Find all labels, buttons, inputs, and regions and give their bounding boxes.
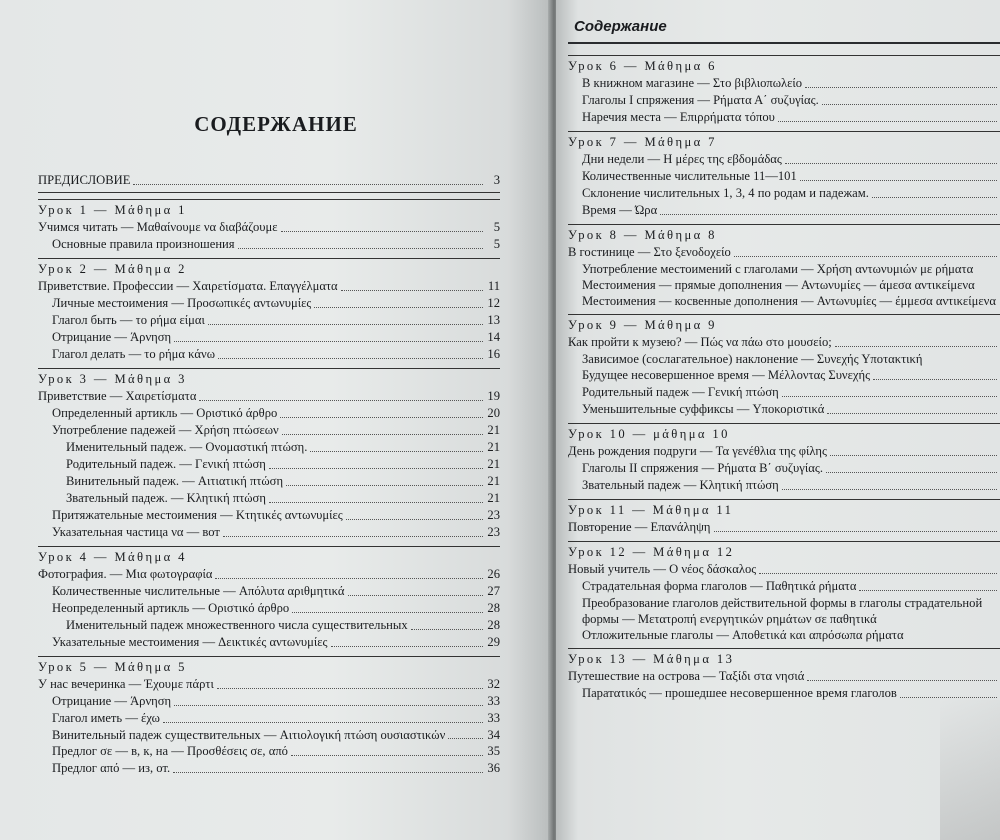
toc-entry[interactable] [568, 561, 1000, 578]
toc-entry[interactable] [568, 578, 1000, 595]
leader-dots [282, 434, 483, 435]
toc-lesson-heading: Урок 6 — Μάθημα 6 [568, 59, 717, 73]
toc-page-number: 21 [487, 457, 500, 471]
toc-entry-line [582, 627, 1000, 643]
toc-page-number: 19 [487, 389, 500, 403]
toc-entry[interactable] [568, 202, 1000, 219]
toc-entry-text: Новый учитель — Ο νέος δάσκαλος [568, 562, 757, 576]
toc-entry-text: Именительный падеж. — Ονομαστική πτώση. [66, 440, 308, 454]
leader-dots [280, 417, 483, 418]
toc-lesson-block [38, 656, 500, 777]
toc-entry[interactable] [38, 295, 500, 312]
toc-entry-text: Наречия места — Επιρρήματα τόπου [582, 110, 775, 124]
toc-entry-text: Личные местоимения — Προσωπικές αντωνυμίες [52, 296, 312, 310]
toc-lesson-heading: Урок 9 — Μάθημα 9 [568, 318, 717, 332]
toc-page-number: 36 [487, 761, 500, 775]
toc-entry[interactable] [38, 760, 500, 777]
leader-dots [826, 472, 997, 473]
toc-entry-text: Местоимения — косвенные дополнения — Αντωνυμίες — έμμεσα αντικείμενα [582, 294, 996, 308]
leader-dots [785, 163, 997, 164]
toc-entry-line [582, 277, 1000, 293]
leader-dots [215, 578, 483, 579]
toc-page-number: 13 [487, 313, 500, 327]
toc-lesson-block [568, 499, 1000, 536]
toc-lesson-block [38, 368, 500, 541]
leader-dots [286, 485, 483, 486]
toc-entry-text: Именительный падеж множественного числа существительных [66, 618, 408, 632]
toc-entry-text: Фотография. — Μια φωτογραφία [38, 567, 213, 581]
leader-dots [778, 121, 997, 122]
toc-entry-text: Глаголы II спряжения — Ρήματα Β΄ συζυγίας. [582, 461, 823, 475]
toc-lesson-block [568, 541, 1000, 643]
toc-entry-text: Глагол быть — το ρήμα είμαι [52, 313, 205, 327]
page-shadow [940, 700, 1000, 840]
leader-dots [859, 590, 997, 591]
toc-lesson-heading: Урок 13 — Μάθημα 13 [568, 652, 735, 666]
toc-entry-line [582, 261, 1000, 277]
toc-entry-text: Звательный падеж — Κλητική πτώση [582, 478, 779, 492]
toc-lesson-heading: Урок 5 — Μάθημα 5 [38, 660, 187, 674]
running-head: Содержание [574, 18, 667, 35]
toc-page-number: 29 [487, 635, 500, 649]
toc-entry[interactable] [568, 627, 1000, 643]
toc-entry-text: Учимся читать — Μαθαίνουμε να διαβάζουμε [38, 220, 278, 234]
leader-dots [292, 612, 483, 613]
toc-page-number: 20 [487, 406, 500, 420]
toc-entry[interactable] [568, 151, 1000, 168]
toc-entry-text: Винительный падеж. — Αιτιατική πτώση [66, 474, 284, 488]
toc-entry-text: Отрицание — Άρνηση [52, 694, 172, 708]
toc-lesson-heading: Урок 3 — Μάθημα 3 [38, 372, 187, 386]
leader-dots [734, 256, 997, 257]
leader-dots [173, 772, 483, 773]
toc-page-number: 23 [487, 508, 500, 522]
toc-entry[interactable] [38, 693, 500, 710]
toc-entry-text: Отрицание — Άρνηση [52, 330, 172, 344]
toc-entry[interactable] [568, 443, 1000, 460]
leader-dots [346, 519, 483, 520]
toc-entry[interactable] [38, 388, 500, 405]
toc-entry[interactable] [568, 92, 1000, 109]
toc-page-number: 21 [487, 440, 500, 454]
toc-entry[interactable] [568, 109, 1000, 126]
toc-entry-line [582, 595, 1000, 627]
toc-page-number: 11 [487, 279, 500, 293]
toc-page-number: 5 [493, 220, 500, 234]
leader-dots [660, 214, 997, 215]
toc-lesson-block [568, 648, 1000, 702]
leader-dots [218, 358, 483, 359]
toc-entry-text: Как пройти к музею? — Πώς να πάω στο μουσείο; [568, 335, 832, 349]
leader-dots [782, 396, 997, 397]
toc-entry[interactable] [38, 346, 500, 363]
toc-entry-text: Склонение числительных 1, 3, 4 по родам и падежам. [582, 186, 869, 200]
toc-entry-text: Употребление местоимений с глаголами — Χρήση αντωνυμιών με ρήματα [582, 262, 974, 276]
toc-entry[interactable] [38, 524, 500, 541]
toc-entry[interactable] [568, 477, 1000, 494]
toc-entry[interactable] [38, 473, 500, 490]
toc-entry[interactable] [568, 75, 1000, 92]
leader-dots [782, 489, 997, 490]
toc-lesson-heading: Урок 7 — Μάθημα 7 [568, 135, 717, 149]
leader-dots [800, 180, 997, 181]
toc-entry-text: Зависимое (сослагательное) наклонение — Συνεχής Υποτακτική [582, 352, 923, 366]
toc-entry-text: Приветствие. Профессии — Χαιρετίσματα. Επαγγέλματα [38, 279, 338, 293]
leader-dots [822, 104, 997, 105]
toc-entry-text: Паратατικός — прошедшее несовершенное время глаголов [582, 686, 897, 700]
toc-page-number: 27 [487, 584, 500, 598]
leader-dots [827, 413, 997, 414]
toc-entry-text: Глагол делать — το ρήμα κάνω [52, 347, 215, 361]
toc-entry-text: Количественные числительные 11—101 [582, 169, 797, 183]
leader-dots [133, 184, 483, 185]
leader-dots [331, 646, 483, 647]
toc-page-number: 26 [487, 567, 500, 581]
toc-lesson-heading: Урок 10 — μάθημα 10 [568, 427, 730, 441]
toc-entry[interactable] [568, 293, 1000, 309]
toc-lesson-block [38, 258, 500, 363]
toc-page-number: 21 [487, 491, 500, 505]
toc-entry-text: Родительный падеж — Γενική πτώση [582, 385, 779, 399]
toc-entry[interactable] [38, 710, 500, 727]
toc-entry-text: Основные правила произношения [52, 237, 235, 251]
leader-dots [269, 502, 483, 503]
toc-entry-text: В книжном магазине — Στο βιβλιοπωλείο [582, 76, 803, 90]
toc-entry[interactable] [38, 490, 500, 507]
toc-page-number: 34 [487, 728, 500, 742]
toc-lesson-block [568, 224, 1000, 309]
toc-entry[interactable] [38, 583, 500, 600]
leader-dots [199, 400, 483, 401]
page-title: СОДЕРЖАНИЕ [194, 112, 358, 136]
toc-entry[interactable] [38, 600, 500, 617]
toc-entry[interactable] [38, 405, 500, 422]
toc-entry[interactable] [568, 185, 1000, 202]
toc-entry-line [52, 727, 500, 743]
toc-entry[interactable] [38, 422, 500, 439]
toc-entry-text: ПРЕДИСЛОВИЕ [38, 173, 131, 187]
leader-dots [872, 197, 997, 198]
toc-page-number: 28 [487, 601, 500, 615]
leader-dots [448, 738, 483, 739]
toc-entry-text: Дни недели — Η μέρες της εβδομάδας [582, 152, 782, 166]
toc-page-number: 3 [493, 173, 500, 187]
toc-entry-text: Количественные числительные — Απόλυτα αριθμητικά [52, 584, 345, 598]
toc-entry-text: День рождения подруги — Τα γενέθλια της φίλης [568, 444, 827, 458]
toc-page-number: 14 [487, 330, 500, 344]
toc-entry[interactable] [568, 460, 1000, 477]
toc-entry[interactable] [568, 668, 1000, 685]
toc-lesson-block [568, 131, 1000, 219]
toc-entry[interactable] [568, 595, 1000, 627]
toc-entry-text: В гостинице — Στο ξενοδοχείο [568, 245, 731, 259]
header-rule [568, 42, 1000, 44]
leader-dots [310, 451, 483, 452]
toc-lesson-block [568, 55, 1000, 126]
toc-page-number: 33 [487, 694, 500, 708]
leader-dots [163, 722, 483, 723]
leader-dots [411, 629, 483, 630]
toc-entry[interactable] [38, 617, 500, 634]
toc-entry[interactable] [568, 384, 1000, 401]
toc-entry[interactable] [568, 685, 1000, 702]
toc-entry-text: Предлог από — из, от. [52, 761, 171, 775]
leader-dots [174, 341, 483, 342]
leader-dots [759, 573, 997, 574]
toc-entry[interactable] [568, 334, 1000, 351]
leader-dots [269, 468, 483, 469]
toc-lesson-heading: Урок 11 — Μάθημα 11 [568, 503, 734, 517]
leader-dots [900, 697, 997, 698]
toc-lesson-heading: Урок 2 — Μάθημα 2 [38, 262, 187, 276]
leader-dots [341, 290, 483, 291]
toc-entry-text: Время — Ώρα [582, 203, 658, 217]
toc-lesson-block [38, 546, 500, 651]
toc-entry[interactable] [568, 351, 1000, 367]
leader-dots [174, 705, 483, 706]
toc-entry-text: Предлог σε — в, к, на — Προσθέσεις σε, από [52, 744, 288, 758]
toc-entry-text: Отложительные глаголы — Αποθετικά και απρόσωπα ρήματα [582, 628, 904, 642]
toc-entry[interactable] [568, 277, 1000, 293]
toc-entry[interactable] [38, 236, 500, 253]
toc-entry[interactable] [38, 743, 500, 760]
toc-entry[interactable] [38, 566, 500, 583]
toc-page-number: 23 [487, 525, 500, 539]
toc-lesson-heading: Урок 8 — Μάθημα 8 [568, 228, 717, 242]
toc-page-number: 33 [487, 711, 500, 725]
toc-entry-text: Приветствие — Χαιρετίσματα [38, 389, 197, 403]
toc-entry-text: Повторение — Επανάληψη [568, 520, 711, 534]
leader-dots [714, 531, 998, 532]
toc-entry-text: Винительный падеж существительных — Αιτιολογική πτώση ουσιαστικών [52, 728, 446, 742]
toc-lesson-heading: Урок 1 — Μάθημα 1 [38, 203, 187, 217]
toc-entry[interactable] [38, 439, 500, 456]
toc-entry[interactable] [568, 244, 1000, 261]
toc-lesson-block [38, 199, 500, 253]
toc-entry-text: Неопределенный артикль — Οριστικό άρθρο [52, 601, 290, 615]
toc-entry-text: Местоимения — прямые дополнения — Αντωνυμίες — άμεσα αντικείμενα [582, 278, 975, 292]
toc-entry-text: Путешествие на острова — Ταξίδι στα νησιά [568, 669, 805, 683]
toc-page-number: 16 [487, 347, 500, 361]
toc-entry-text: Звательный падеж. — Κλητική πτώση [66, 491, 266, 505]
toc-right [568, 50, 1000, 702]
toc-page-number: 5 [493, 237, 500, 251]
toc-entry-text: Притяжательные местоимения — Κτητικές αντωνυμίες [52, 508, 343, 522]
toc-entry-line [582, 293, 1000, 309]
toc-page-number: 12 [487, 296, 500, 310]
leader-dots [223, 536, 483, 537]
toc-entry-text: Указательные местоимения — Δεικτικές αντωνυμίες [52, 635, 328, 649]
right-page [556, 0, 1000, 840]
toc-left [38, 172, 500, 777]
toc-page-number: 28 [487, 618, 500, 632]
toc-entry[interactable] [568, 519, 1000, 536]
toc-entry[interactable] [38, 507, 500, 524]
toc-entry[interactable] [568, 367, 1000, 384]
leader-dots [281, 231, 483, 232]
toc-entry-text: Глаголы I спряжения — Ρήματα Α΄ συζυγίας. [582, 93, 819, 107]
toc-entry-text: Уменьшительные суффиксы — Υποκοριστικά [582, 402, 825, 416]
toc-lesson-block [568, 423, 1000, 494]
toc-entry[interactable] [568, 261, 1000, 277]
leader-dots [807, 680, 997, 681]
toc-entry-text: У нас вечеринка — Έχουμε πάρτι [38, 677, 214, 691]
toc-entry-text: Указательная частица να — вот [52, 525, 220, 539]
toc-entry[interactable] [38, 676, 500, 693]
toc-entry-text: Родительный падеж. — Γενική πτώση [66, 457, 266, 471]
leader-dots [217, 688, 483, 689]
toc-page-number: 21 [487, 474, 500, 488]
toc-entry-line [582, 351, 1000, 367]
toc-entry[interactable] [38, 219, 500, 236]
leader-dots [835, 346, 997, 347]
toc-preface[interactable] [38, 172, 500, 193]
toc-lesson-heading: Урок 4 — Μάθημα 4 [38, 550, 187, 564]
toc-entry[interactable] [38, 312, 500, 329]
leader-dots [314, 307, 483, 308]
toc-entry[interactable] [38, 634, 500, 651]
toc-entry[interactable] [568, 168, 1000, 185]
leader-dots [873, 379, 997, 380]
leader-dots [238, 248, 483, 249]
toc-page-number: 35 [487, 744, 500, 758]
toc-entry-text: Страдательная форма глаголов — Παθητικά ρήματα [582, 579, 857, 593]
leader-dots [348, 595, 484, 596]
leader-dots [291, 755, 483, 756]
leader-dots [805, 87, 997, 88]
toc-entry-text: Преобразование глаголов действительной формы в глаголы страдательной формы — Μετατροπή ενεργητικών ρημάτων σε παθητικά [582, 596, 983, 626]
leader-dots [830, 455, 997, 456]
leader-dots [208, 324, 483, 325]
toc-entry-text: Определенный артикль — Οριστικό άρθρο [52, 406, 278, 420]
toc-entry[interactable] [38, 727, 500, 743]
toc-page-number: 32 [487, 677, 500, 691]
toc-entry[interactable] [38, 456, 500, 473]
toc-page-number: 21 [487, 423, 500, 437]
toc-entry[interactable] [38, 278, 500, 295]
toc-entry-text: Будущее несовершенное время — Μέλλοντας Συνεχής [582, 368, 871, 382]
toc-entry[interactable] [568, 401, 1000, 418]
toc-lesson-block [568, 314, 1000, 418]
toc-lesson-heading: Урок 12 — Μάθημα 12 [568, 545, 735, 559]
toc-entry-text: Употребление падежей — Χρήση πτώσεων [52, 423, 279, 437]
toc-entry-text: Глагол иметь — έχω [52, 711, 160, 725]
toc-entry[interactable] [38, 329, 500, 346]
